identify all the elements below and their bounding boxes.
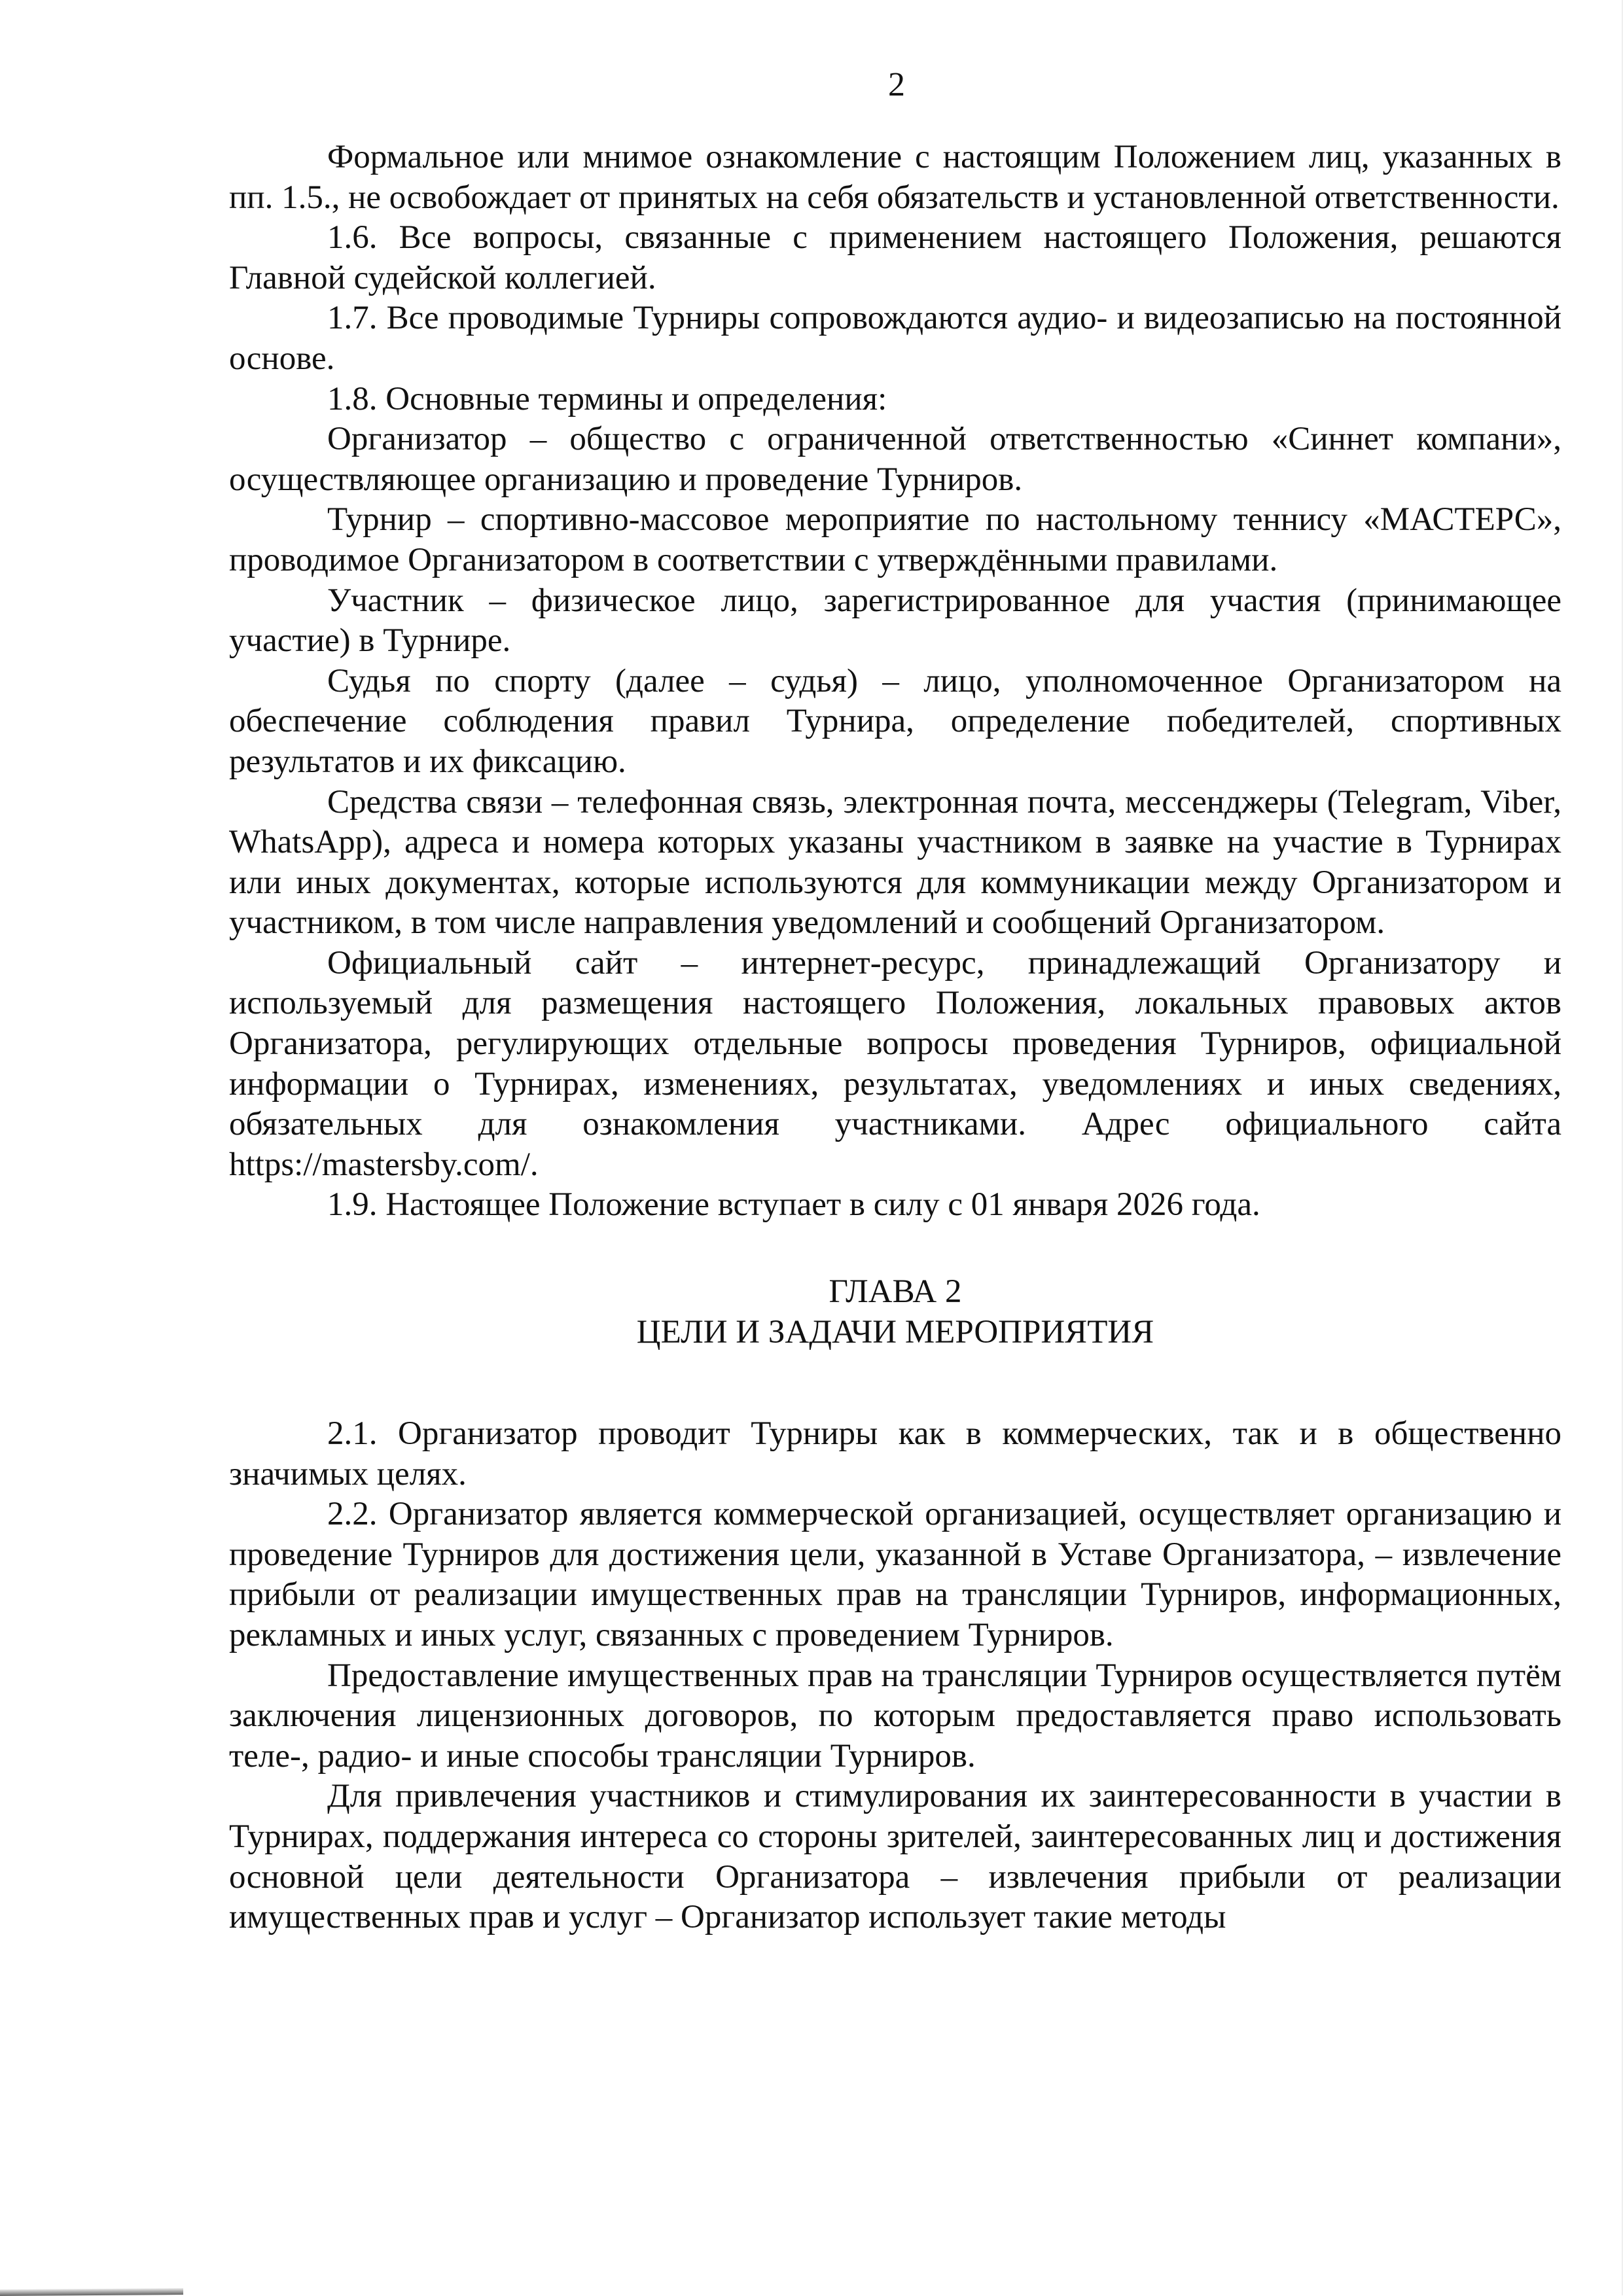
- section-1-continuation: [229, 137, 1561, 1226]
- definition-tournament: Турнир – спортивно-массовое мероприятие по настольному теннису «МАСТЕРС», проводимое Организатором в соответствии с утверждёнными правилами.: [229, 501, 1561, 578]
- paragraph-1-8: 1.8. Основные термины и определения:: [327, 380, 887, 417]
- paragraph-attracting-participants: Для привлечения участников и стимулирования их заинтересованности в участии в Турнирах, поддержания интереса со стороны зрителей, заинтересованных лиц и достижения основной цели деятельности Организатора – извлечения прибыли от реализации имущественных прав и услуг – Организатор использует такие методы: [229, 1778, 1561, 1936]
- paragraph-2-1: 2.1. Организатор проводит Турниры как в коммерческих, так и в общественно значимых целях.: [229, 1415, 1561, 1492]
- definition-participant: Участник – физическое лицо, зарегистрированное для участия (принимающее участие) в Турнире.: [229, 582, 1561, 660]
- paragraph-2-2: 2.2. Организатор является коммерческой организацией, осуществляет организацию и проведение Турниров для достижения цели, указанной в Уставе Организатора, – извлечение прибыли от реализации имущественных прав на трансляции Турниров, информационных, рекламных и иных услуг, связанных с проведением Турниров.: [229, 1496, 1561, 1653]
- document-body: [229, 137, 1561, 1938]
- definition-official-site: Официальный сайт – интернет-ресурс, принадлежащий Организатору и используемый для размещения настоящего Положения, локальных правовых актов Организатора, регулирующих отдельные вопросы проведения Турниров, официальной информации о Турнирах, изменениях, результатах, уведомлениях и иных сведениях, обязательных для ознакомления участниками. Адрес официального сайта https://mastersby.com/.: [229, 944, 1561, 1183]
- paragraph-formal-acquaintance: Формальное или мнимое ознакомление с настоящим Положением лиц, указанных в пп. 1.5., не освобождает от принятых на себя обязательств и установленной ответственности.: [229, 139, 1561, 216]
- chapter-2-body: [229, 1414, 1561, 1938]
- chapter-label: ГЛАВА 2: [829, 1273, 962, 1311]
- chapter-title: ЦЕЛИ И ЗАДАЧИ МЕРОПРИЯТИЯ: [636, 1314, 1154, 1351]
- paragraph-1-7: 1.7. Все проводимые Турниры сопровождаются аудио- и видеозаписью на постоянной основе.: [229, 300, 1561, 377]
- definition-judge: Судья по спорту (далее – судья) – лицо, уполномоченное Организатором на обеспечение соблюдения правил Турнира, определение победителей, спортивных результатов и их фиксацию.: [229, 662, 1561, 780]
- scan-edge-shadow: [0, 2288, 183, 2296]
- definition-organizer: Организатор – общество с ограниченной ответственностью «Синнет компани», осуществляющее организацию и проведение Турниров.: [229, 421, 1561, 498]
- definition-communication-means: Средства связи – телефонная связь, электронная почта, мессенджеры (Telegram, Viber, WhatsApp), адреса и номера которых указаны участником в заявке на участие в Турнирах или иных документах, которые используются для коммуникации между Организатором и участником, в том числе направления уведомлений и сообщений Организатором.: [229, 783, 1561, 942]
- chapter-heading: [229, 1271, 1561, 1352]
- paragraph-broadcast-rights: Предоставление имущественных прав на трансляции Турниров осуществляется путём заключения лицензионных договоров, по которым предоставляется право использовать теле-, радио- и иные способы трансляции Турниров.: [229, 1657, 1561, 1775]
- paragraph-1-9: 1.9. Настоящее Положение вступает в силу с 01 января 2026 года.: [327, 1186, 1260, 1224]
- page-number: 2: [888, 66, 905, 103]
- paragraph-1-6: 1.6. Все вопросы, связанные с применением настоящего Положения, решаются Главной судейской коллегией.: [229, 219, 1561, 296]
